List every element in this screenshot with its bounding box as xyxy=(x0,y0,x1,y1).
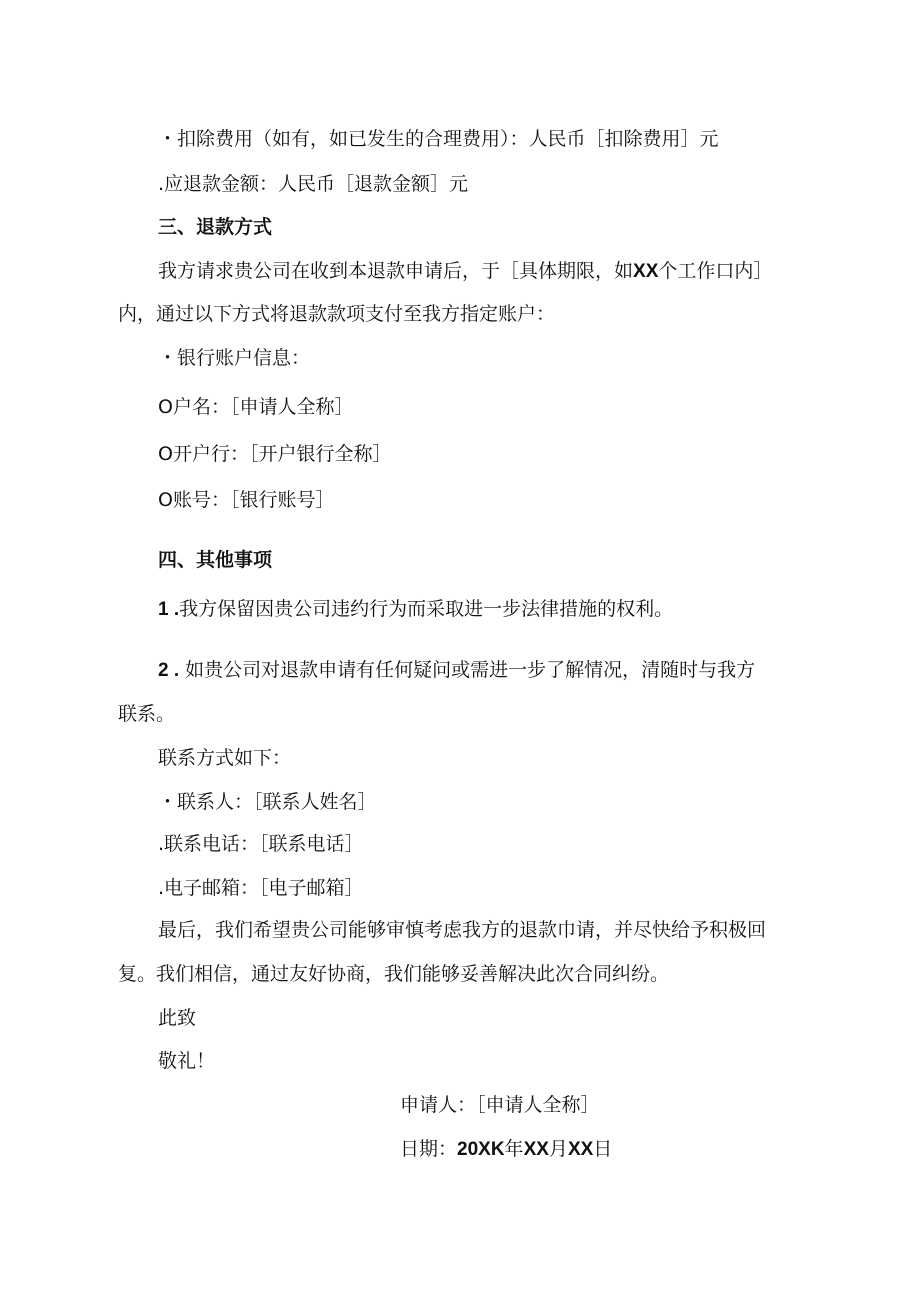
date-line xyxy=(400,1137,612,1162)
section-4-heading: 四、其他事项 xyxy=(158,549,273,571)
date-year: 20XK xyxy=(457,1139,505,1160)
date-month: XX xyxy=(523,1139,549,1160)
applicant-signature-line: 申请人：［申请人全称］ xyxy=(400,1094,600,1116)
item-2-line-2: 联系。 xyxy=(118,703,176,725)
item-2-text: 如贵公司对退款申请有任何疑问或需进一步了解情况，清随时与我方 xyxy=(185,659,756,681)
date-yue: 月 xyxy=(548,1138,568,1160)
section-3-paragraph-line-2: 内，通过以下方式将退款款项支付至我方指定账户： xyxy=(118,303,556,325)
item-1-text: 我方保留因贵公司违约行为而采取进一步法律措施的权利。 xyxy=(179,598,674,620)
fee-deduction-line: ・扣除费用（如有，如已发生的合理费用）：人民币［扣除费用］元 xyxy=(158,128,719,150)
item-2-line-1 xyxy=(158,658,755,683)
closing-line-1: 最后，我们希望贵公司能够审慎考虑我方的退款巾请，并尽快给予积极回 xyxy=(158,919,767,941)
contact-phone-line: .联系电话：［联系电话］ xyxy=(158,833,364,855)
item-1-number: 1 . xyxy=(158,599,180,620)
account-name-line: O户名：［申请人全称］ xyxy=(158,396,354,418)
contact-person-line: ・联系人：［联系人姓名］ xyxy=(158,791,377,813)
refund-amount-line: .应退款金额：人民币［退款金额］元 xyxy=(158,173,469,195)
salutation-jing-li: 敬礼！ xyxy=(158,1050,216,1072)
item-2-number: 2 . xyxy=(158,660,180,681)
section-3-text-b: XX xyxy=(633,261,659,282)
contact-email-line: .电子邮箱：［电子邮箱］ xyxy=(158,877,364,899)
section-3-heading: 三、退款方式 xyxy=(158,216,273,238)
bank-name-line: O开户行：［开户银行全称］ xyxy=(158,443,392,465)
salutation-ci-zhi: 此致 xyxy=(158,1007,197,1029)
contact-intro: 联系方式如下： xyxy=(158,747,292,769)
closing-line-2: 复。我们相信，通过友好协商，我们能够妥善解决此次合同纠纷。 xyxy=(118,963,670,985)
section-3-text-a: 我方请求贵公司在收到本退款申请后，于［具体期限，如 xyxy=(158,260,634,282)
date-nian: 年 xyxy=(504,1138,524,1160)
date-ri: 日 xyxy=(593,1138,613,1160)
date-day: XX xyxy=(567,1139,594,1160)
bank-info-label: ・银行账户信息： xyxy=(158,347,311,369)
account-number-line: O账号：［银行账号］ xyxy=(158,489,335,511)
date-label: 日期： xyxy=(400,1138,458,1160)
section-3-paragraph-line-1 xyxy=(158,259,772,284)
section-3-text-c: 个工作口内］ xyxy=(658,260,773,282)
item-1 xyxy=(158,597,673,622)
